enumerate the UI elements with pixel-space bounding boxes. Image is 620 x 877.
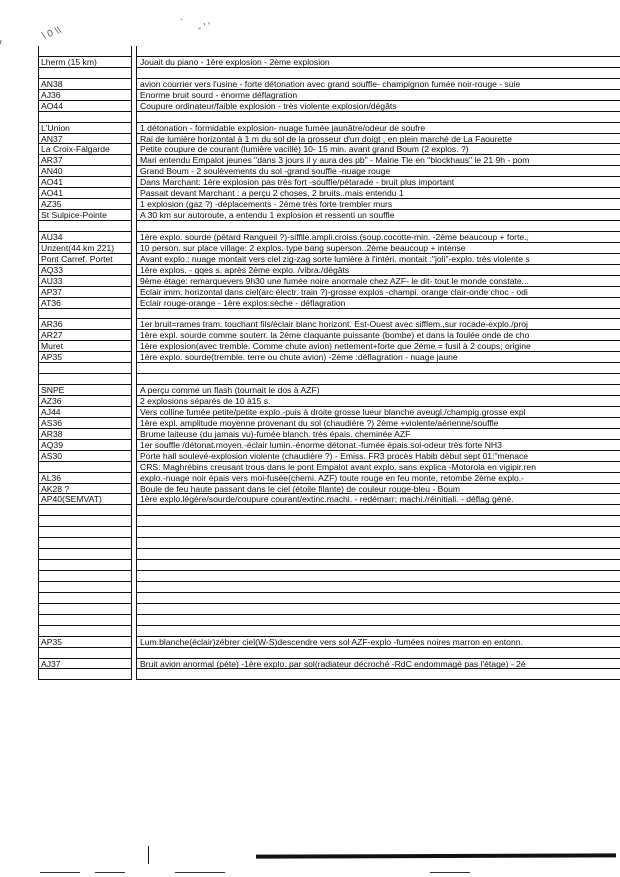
observation-cell: Vers colline fumée petite/petite explo.-puis à droite grosse lueur blanche aveugl./champig.grosse expl <box>136 407 620 418</box>
table-row <box>36 473 620 484</box>
table-row <box>36 516 620 527</box>
location-code-cell: AK28 ? <box>38 484 132 495</box>
table-row <box>36 166 620 177</box>
location-code-cell: AU33 <box>38 276 132 287</box>
location-code-cell: La Croix-Falgarde <box>38 144 132 155</box>
observation-cell: 1ère explo. sourde (pétard Rangueil ?)-sifflle.ampli.croiss.(soup.cocotte-min. -2ème beaucoup + forte., <box>136 232 620 243</box>
observation-cell: 1er bruit=rames tram. touchant fils/éclair blanc horizont. Est-Ouest avec sifflem.,sur rocade-explo./proj <box>136 319 620 330</box>
observation-cell <box>136 549 620 560</box>
table-row <box>36 341 620 352</box>
location-code-cell: AN38 <box>38 79 132 90</box>
observation-cell: 2 explosions séparés de 10 à15 s. <box>136 396 620 407</box>
table-row <box>36 101 620 112</box>
table-row <box>36 68 620 79</box>
scan-mark: - ' ' <box>197 20 212 35</box>
observation-cell: 1ère explo. sourde(tremble. terre ou chute avion) -2ème :déflagration - nuage jaune <box>136 352 620 363</box>
table-row <box>36 615 620 626</box>
observation-cell <box>136 571 620 582</box>
observation-cell <box>136 604 620 615</box>
table-row <box>36 571 620 582</box>
location-code-cell <box>38 549 132 560</box>
location-code-cell: AO44 <box>38 101 132 112</box>
observation-cell <box>136 309 620 320</box>
location-code-cell <box>38 505 132 516</box>
location-code-cell: AR37 <box>38 155 132 166</box>
table-row <box>36 352 620 363</box>
location-code-cell: AQ39 <box>38 440 132 451</box>
observation-cell: 1ère expl. sourde comme souterr. la 2ème claquante puissante (bombe) et dans la foulée onde de cho <box>136 330 620 341</box>
observation-cell: Passait devant Marchant : a perçu 2 choses, 2 bruits..mais entendu 1 <box>136 188 620 199</box>
location-code-cell: Unzent(44 km 221) <box>38 243 132 254</box>
location-code-cell <box>38 571 132 582</box>
observation-cell <box>136 582 620 593</box>
location-code-cell: SNPE <box>38 385 132 396</box>
table-row <box>36 276 620 287</box>
location-code-cell <box>38 309 132 320</box>
location-code-cell: AJ37 <box>38 659 132 670</box>
table-row <box>36 374 620 385</box>
observation-cell: Avant explo.: nuage montait vers ciel zig-zag sorte lumière à l'intéri. montait :"joli"-explo. très violente s <box>136 254 620 265</box>
location-code-cell: Muret <box>38 341 132 352</box>
scan-artifact <box>175 872 225 873</box>
observation-cell: 10 person. sur place village: 2 explos. type bang superson..2ème beaucoup + intense <box>136 243 620 254</box>
table-row <box>36 396 620 407</box>
observation-cell <box>136 593 620 604</box>
location-code-cell <box>38 560 132 571</box>
location-code-cell <box>38 221 132 232</box>
location-code-cell: AS36 <box>38 418 132 429</box>
location-code-cell: AS30 <box>38 451 132 462</box>
table-row <box>36 637 620 648</box>
location-code-cell <box>38 112 132 123</box>
location-code-cell: AU34 <box>38 232 132 243</box>
location-code-cell: St Sulpice-Pointe <box>38 210 132 221</box>
table-row <box>36 298 620 309</box>
observation-cell <box>136 516 620 527</box>
observation-cell <box>136 669 620 680</box>
location-code-cell <box>38 527 132 538</box>
observations-table <box>36 46 620 680</box>
location-code-cell <box>38 669 132 680</box>
table-row <box>36 560 620 571</box>
scan-artifact <box>148 846 149 864</box>
table-row <box>36 90 620 101</box>
table-row <box>36 538 620 549</box>
observation-cell: 9ème étage: remarquevers 9h30 une fumée noire anormale chez AZF- le dit- tout le monde constate... <box>136 276 620 287</box>
location-code-cell <box>38 538 132 549</box>
observation-cell <box>136 221 620 232</box>
table-row <box>36 177 620 188</box>
location-code-cell <box>38 648 132 659</box>
scan-mark: · <box>180 14 184 25</box>
table-row <box>36 494 620 505</box>
table-row <box>36 669 620 680</box>
scan-artifact <box>430 872 470 873</box>
table-row <box>36 188 620 199</box>
table-row <box>36 287 620 298</box>
scan-artifact <box>256 853 616 858</box>
table-row <box>36 626 620 637</box>
table-row <box>36 210 620 221</box>
table-row <box>36 418 620 429</box>
observation-cell: Grand Boum - 2 soulèvements du sol -grand souffle -nuage rouge <box>136 166 620 177</box>
observation-cell: Enorme bruit sourd - énorme déflagration <box>136 90 620 101</box>
observation-cell: 1ère expl. amplitude moyenne provenant du sol (chaudière ?) 2ème +violente/aérienne/souffle <box>136 418 620 429</box>
table-row <box>36 385 620 396</box>
table-row <box>36 155 620 166</box>
location-code-cell: AR36 <box>38 319 132 330</box>
location-code-cell: AO41 <box>38 177 132 188</box>
location-code-cell: AJ36 <box>38 90 132 101</box>
margin-mark: ʳ <box>0 38 3 48</box>
observation-cell <box>136 560 620 571</box>
location-code-cell: AN40 <box>38 166 132 177</box>
table-row <box>36 134 620 145</box>
observation-cell <box>136 626 620 637</box>
location-code-cell: AZ36 <box>38 396 132 407</box>
observation-cell: 1ère explos. - qqes s. après 2ème explo. /vibra./dégâts <box>136 265 620 276</box>
observation-cell: Brume laiteuse (du jamais vu)-fumée blanch. très épais. cheminée AZF <box>136 429 620 440</box>
table-row <box>36 505 620 516</box>
observation-cell: Lum.blanche(éclair)zébrer ciel(W-S)descendre vers sol AZF-explo -fumées noires marron en entonn. <box>136 637 620 648</box>
location-code-cell: AP35 <box>38 637 132 648</box>
table-row <box>36 243 620 254</box>
location-code-cell: AT36 <box>38 298 132 309</box>
observation-cell: 1er souffle /détonat.moyen.-éclair lumin.-énorme détonat.-fumée épais.sol-odeur très forte NH3 <box>136 440 620 451</box>
observation-cell: Coupure ordinateur/faible explosion - très violente explosion/dégâts <box>136 101 620 112</box>
scan-artifact <box>95 872 125 873</box>
location-code-cell: AP35 <box>38 352 132 363</box>
observation-cell: Rai de lumière horizontal à 1 m du sol de la grosseur d'un doigt , en plein marché de La Faourette <box>136 134 620 145</box>
table-row <box>36 462 620 473</box>
location-code-cell: L'Union <box>38 123 132 134</box>
observation-cell: Dans Marchant: 1ère explosion pas très fort -souffle/pétarade - bruit plus important <box>136 177 620 188</box>
table-row <box>36 407 620 418</box>
location-code-cell: AQ33 <box>38 265 132 276</box>
observation-cell: Eclair rouge-orange - 1ère explos.sèche - déflagration <box>136 298 620 309</box>
location-code-cell <box>38 582 132 593</box>
table-row <box>36 232 620 243</box>
observation-cell: CRS: Maghrébins creusant trous dans le pont Empalot avant explo. sans explica -Motorola en vigipir.ren <box>136 462 620 473</box>
observation-cell <box>136 68 620 79</box>
observation-cell <box>136 615 620 626</box>
table-row <box>36 582 620 593</box>
observation-cell <box>136 527 620 538</box>
observation-cell <box>136 46 620 57</box>
location-code-cell: AR27 <box>38 330 132 341</box>
table-row <box>36 144 620 155</box>
location-code-cell: AJ44 <box>38 407 132 418</box>
observation-cell: avion courrier vers l'usine - forte détonation avec grand souffle- champignon fumée noir-rouge - suie <box>136 79 620 90</box>
location-code-cell <box>38 68 132 79</box>
location-code-cell <box>38 593 132 604</box>
table-row <box>36 440 620 451</box>
table-row <box>36 330 620 341</box>
location-code-cell <box>38 462 132 473</box>
observation-cell: 1ère explo.légère/sourde/coupure courant/extinc.machi. - redémarr; machi./réinitiali. - déflag géné. <box>136 494 620 505</box>
table-row <box>36 659 620 670</box>
observation-cell: 1 explosion (gaz ?) -déplacements - 2ème très forte trembler murs <box>136 199 620 210</box>
table-row <box>36 604 620 615</box>
location-code-cell: AO41 <box>38 188 132 199</box>
location-code-cell: Pont Carref. Portet <box>38 254 132 265</box>
table-row <box>36 648 620 659</box>
location-code-cell <box>38 604 132 615</box>
observation-cell: Bruit avion anormal (pète) -1ère explo. par sol(radiateur décroché -RdC endommagé pas l'étage) - 2è <box>136 659 620 670</box>
table-row <box>36 309 620 320</box>
location-code-cell: AN37 <box>38 134 132 145</box>
location-code-cell: AR38 <box>38 429 132 440</box>
location-code-cell: AP37 <box>38 287 132 298</box>
location-code-cell <box>38 626 132 637</box>
table-row <box>36 221 620 232</box>
observation-cell: 1 détonation - formidable explosion- nuage fumée jaunâtre/odeur de soufre <box>136 123 620 134</box>
location-code-cell <box>38 374 132 385</box>
observation-cell <box>136 112 620 123</box>
table-row <box>36 363 620 374</box>
observation-cell: Petite coupure de courant (lumière vacillé) 10- 15 min. avant grand Boum (2 explos. ?) <box>136 144 620 155</box>
observation-cell: Eclair imm. horizontal dans ciel(arc électr. train ?)-grosse explos -champi. orange clair-onde choc - odi <box>136 287 620 298</box>
location-code-cell: Lherm (15 km) <box>38 57 132 68</box>
table-row <box>36 112 620 123</box>
observation-cell <box>136 374 620 385</box>
table-row <box>36 254 620 265</box>
observation-cell <box>136 648 620 659</box>
location-code-cell: AL36 <box>38 473 132 484</box>
observation-cell <box>136 505 620 516</box>
scan-artifact <box>40 872 80 873</box>
table-row <box>36 451 620 462</box>
table-row <box>36 46 620 57</box>
table-row <box>36 265 620 276</box>
location-code-cell <box>38 615 132 626</box>
location-code-cell <box>38 46 132 57</box>
table-row <box>36 484 620 495</box>
table-row <box>36 593 620 604</box>
observation-cell: explo.-nuage noir épais vers moi-fusée(chemi. AZF) toute rouge en feu monte, retombe 2ème explo.- <box>136 473 620 484</box>
observation-cell: Mari entendu Empalot jeunes "dans 3 jours il y aura des pb" - Mairie Tle en "blockhaus" le 21 9h - pom <box>136 155 620 166</box>
table-row <box>36 123 620 134</box>
observation-cell: Jouait du piano - 1ère explosion - 2ème explosion <box>136 57 620 68</box>
scan-mark: \ 0 \\ <box>40 25 63 42</box>
location-code-cell: AZ35 <box>38 199 132 210</box>
location-code-cell <box>38 516 132 527</box>
location-code-cell: AP40(SEMVAT) <box>38 494 132 505</box>
location-code-cell <box>38 363 132 374</box>
table-row <box>36 57 620 68</box>
observation-cell: Boule de feu haute passant dans le ciel (étoile filante) de couleur rouge-bleu - Boum <box>136 484 620 495</box>
table-row <box>36 549 620 560</box>
table-row <box>36 319 620 330</box>
observation-cell: 1ère explosion(avec tremble. Comme chute avion) nettement+forte que 2ème = fusil à 2 coups; origine <box>136 341 620 352</box>
observation-cell <box>136 363 620 374</box>
observation-cell: Porte hall soulevé-explosion violente (chaudière ?) - Emiss. FR3 procès Habib début sept 01:"menace <box>136 451 620 462</box>
table-row <box>36 527 620 538</box>
observation-cell: A perçu comme un flash (tournait le dos à AZF) <box>136 385 620 396</box>
table-row <box>36 79 620 90</box>
table-row <box>36 199 620 210</box>
observation-cell: A 30 km sur autoroute, a entendu 1 explosion et ressenti un souffle <box>136 210 620 221</box>
table-row <box>36 429 620 440</box>
observation-cell <box>136 538 620 549</box>
